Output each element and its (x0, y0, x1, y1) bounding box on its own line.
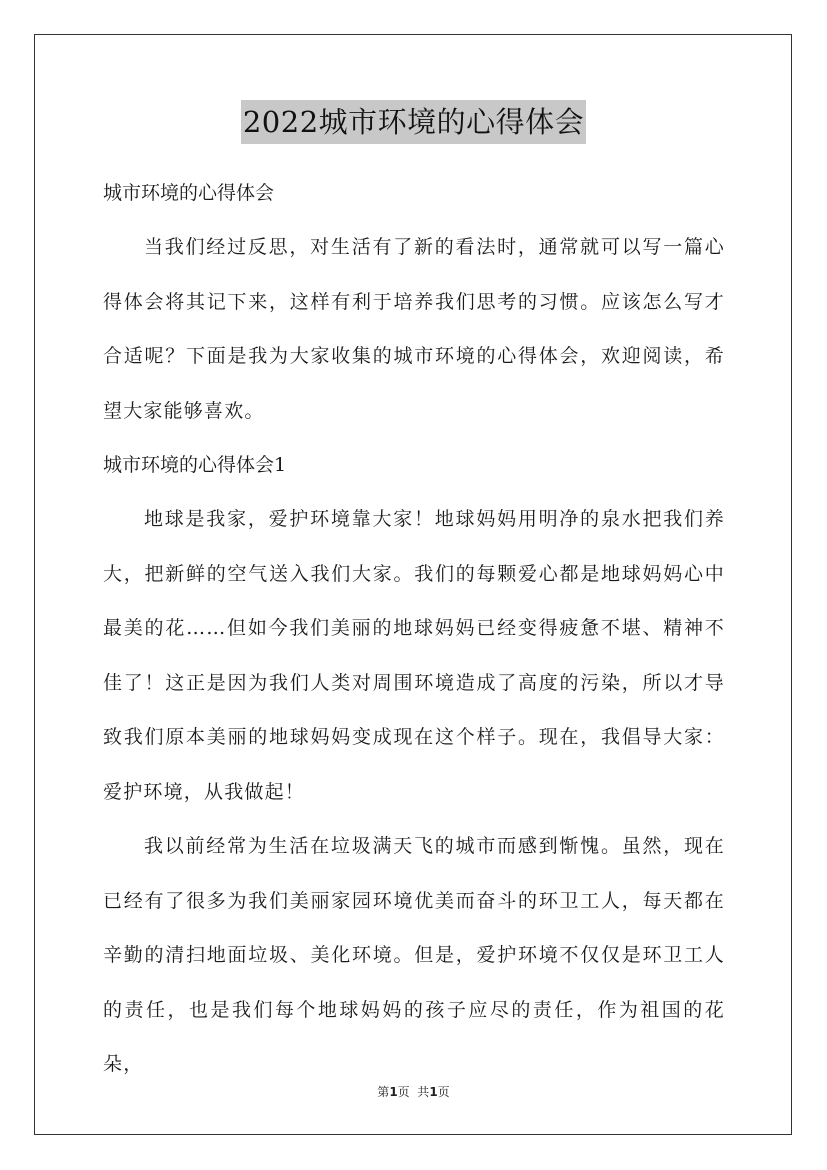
body-paragraph: 我以前经常为生活在垃圾满天飞的城市而感到惭愧。虽然，现在已经有了很多为我们美丽家园环境优美而奋斗的环卫工人，每天都在辛勤的清扫地面垃圾、美化环境。但是，爱护环境不仅仅是环卫工人的责任，也是我们每个地球妈妈的孩子应尽的责任，作为祖国的花朵， (103, 835, 725, 1075)
footer-prefix: 第 (377, 1085, 390, 1099)
footer-mid: 页 共 (397, 1085, 430, 1099)
page-footer (0, 1083, 827, 1100)
document-body (103, 166, 725, 1092)
footer-suffix: 页 (437, 1085, 450, 1099)
footer-total-pages: 1 (429, 1085, 438, 1099)
document-subtitle: 城市环境的心得体会 (103, 182, 275, 204)
intro-paragraph: 当我们经过反思，对生活有了新的看法时，通常就可以写一篇心得体会将其记下来，这样有利于培养我们思考的习惯。应该怎么写才合适呢？下面是我为大家收集的城市环境的心得体会，欢迎阅读，希望大家能够喜欢。 (103, 236, 725, 422)
document-title: 2022城市环境的心得体会 (241, 100, 586, 144)
footer-page-number: 1 (389, 1085, 398, 1099)
section-heading: 城市环境的心得体会1 (103, 454, 287, 476)
title-container (0, 100, 827, 144)
body-paragraph: 地球是我家，爱护环境靠大家！地球妈妈用明净的泉水把我们养大，把新鲜的空气送入我们大家。我们的每颗爱心都是地球妈妈心中最美的花……但如今我们美丽的地球妈妈已经变得疲惫不堪、精神不佳了！这正是因为我们人类对周围环境造成了高度的污染，所以才导致我们原本美丽的地球妈妈变成现在这个样子。现在，我倡导大家：爱护环境，从我做起！ (103, 508, 725, 803)
